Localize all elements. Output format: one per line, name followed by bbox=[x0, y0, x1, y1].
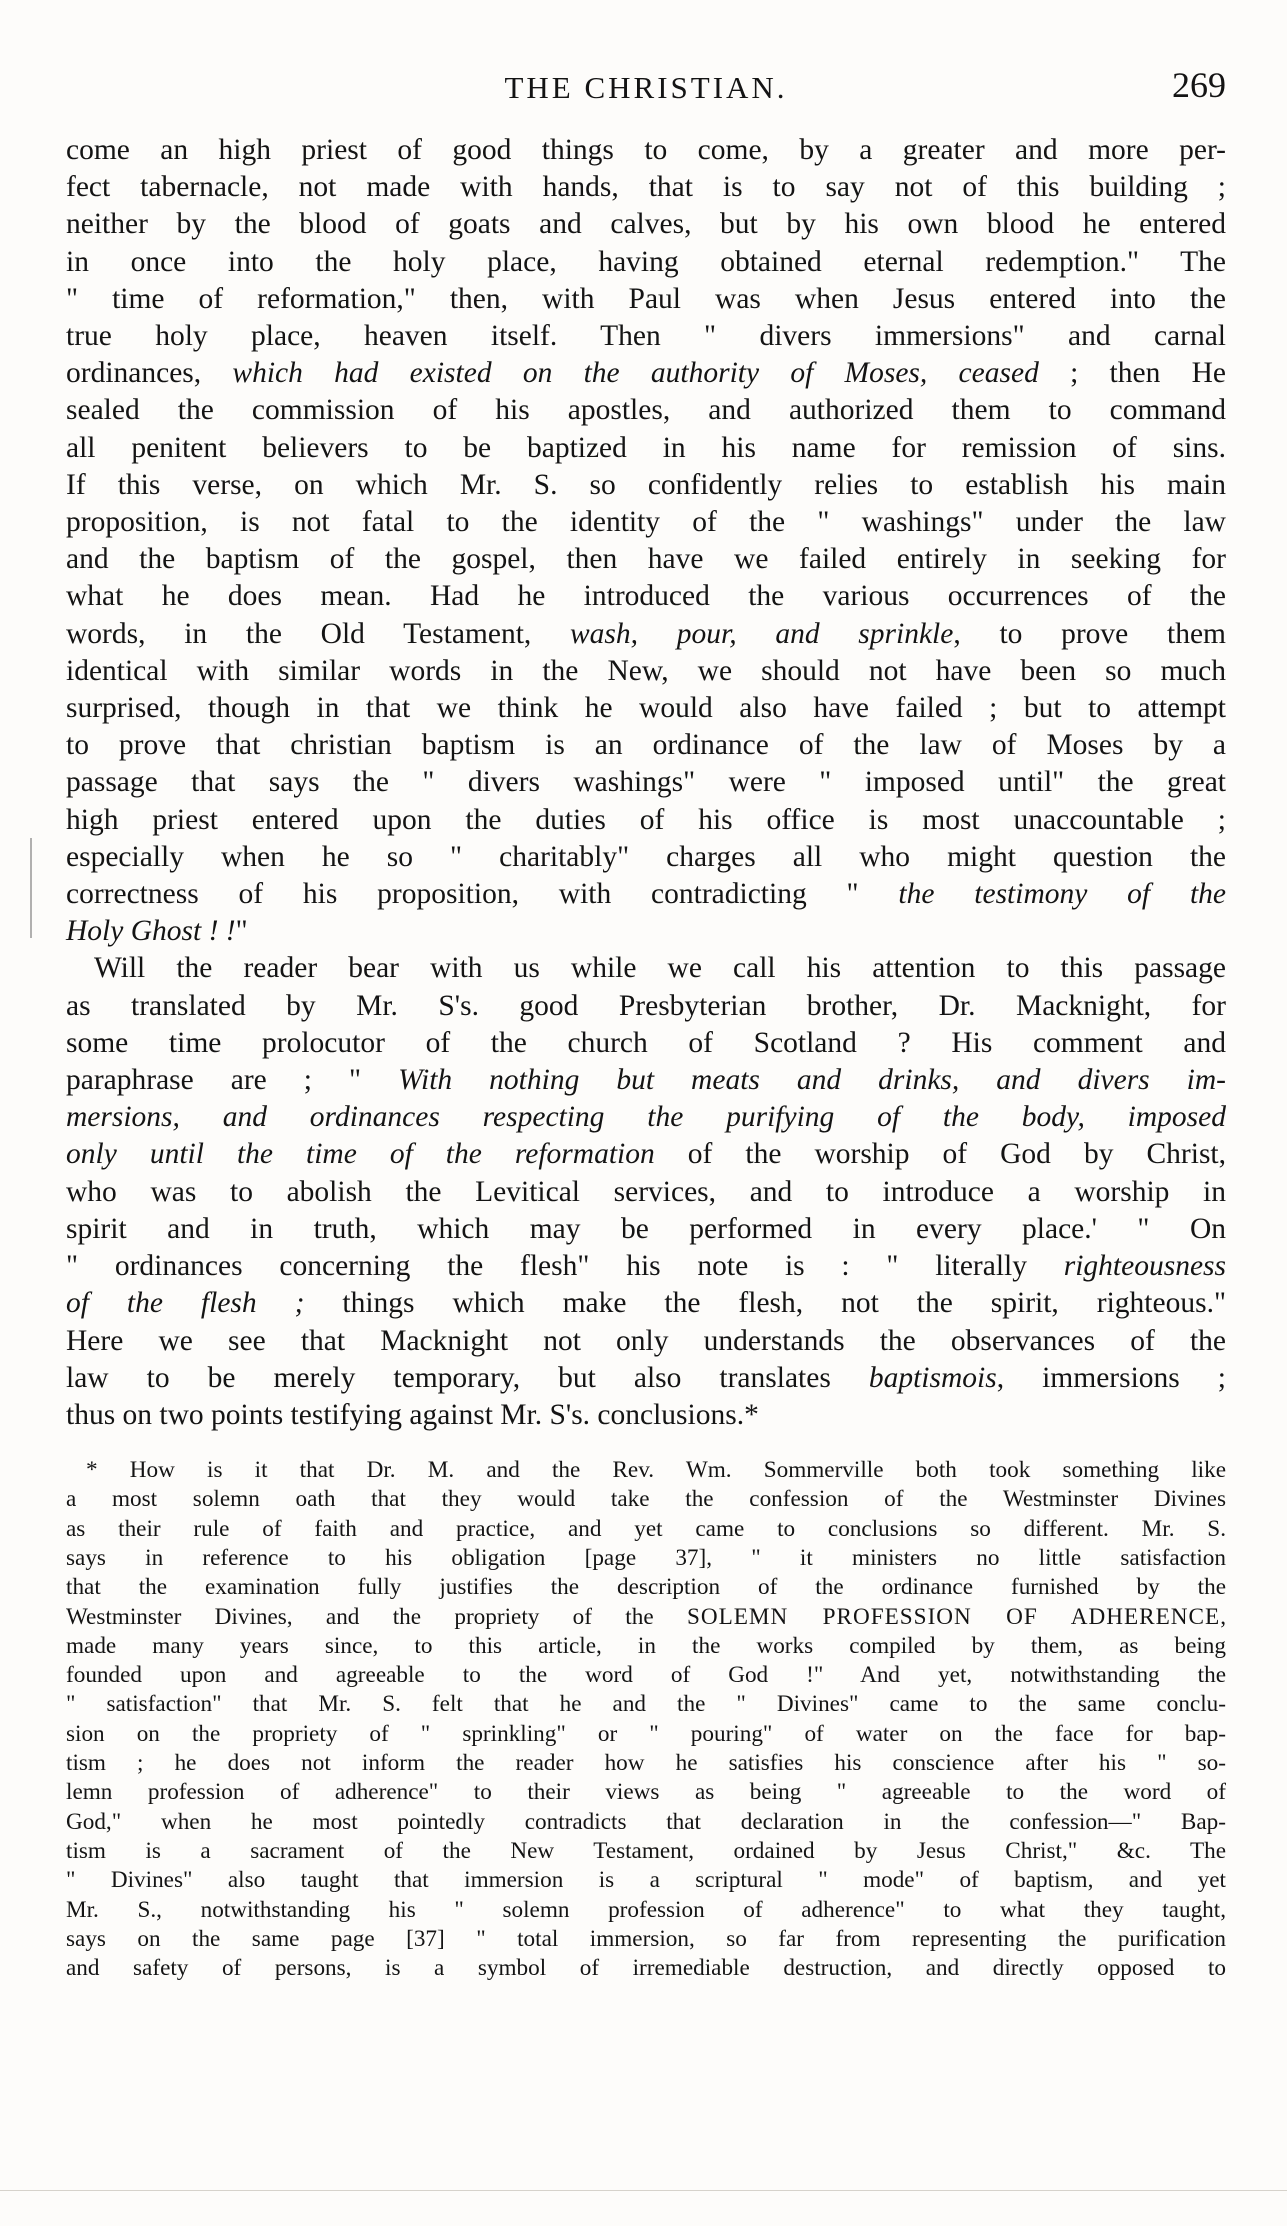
text-line: fect tabernacle, not made with hands, that is to say not of this building ; bbox=[66, 171, 1226, 204]
footnote-line: a most solemn oath that they would take the confession of the Westminster Divines bbox=[66, 1486, 1226, 1513]
text-line: of the flesh ; things which make the flesh, not the spirit, righteous." bbox=[66, 1287, 1226, 1320]
text-line: as translated by Mr. S's. good Presbyterian brother, Dr. Macknight, for bbox=[66, 989, 1226, 1022]
text-line: Will the reader bear with us while we call his attention to this passage bbox=[94, 952, 1226, 985]
text-line: only until the time of the reformation of the worship of God by Christ, bbox=[66, 1138, 1226, 1171]
footnote-line: God," when he most pointedly contradicts that declaration in the confession—" Bap- bbox=[66, 1808, 1226, 1835]
page-header bbox=[66, 60, 1226, 110]
text-line: " time of reformation," then, with Paul was when Jesus entered into the bbox=[66, 282, 1226, 315]
text-line: and the baptism of the gospel, then have we failed entirely in seeking for bbox=[66, 543, 1226, 576]
footnote-line: founded upon and agreeable to the word of God !" And yet, notwithstanding the bbox=[66, 1662, 1226, 1689]
text-line: ordinances, which had existed on the authority of Moses, ceased ; then He bbox=[66, 357, 1227, 390]
text-line: mersions, and ordinances respecting the purifying of the body, imposed bbox=[66, 1101, 1226, 1134]
bottom-rule bbox=[0, 2190, 1287, 2191]
footnote bbox=[66, 1456, 1226, 1983]
text-line: surprised, though in that we think he would also have failed ; but to attempt bbox=[66, 692, 1226, 725]
footnote-line: and safety of persons, is a symbol of irremediable destruction, and directly opposed to bbox=[66, 1955, 1226, 1982]
margin-mark bbox=[30, 838, 32, 938]
footnote-line: tism ; he does not inform the reader how he satisfies his conscience after his " so- bbox=[66, 1750, 1226, 1777]
text-line: high priest entered upon the duties of his office is most unaccountable ; bbox=[66, 803, 1226, 836]
footnote-line: says in reference to his obligation [page 37], " it ministers no little satisfaction bbox=[66, 1545, 1226, 1571]
text-line: passage that says the " divers washings" were " imposed until" the great bbox=[66, 766, 1226, 799]
text-line: especially when he so " charitably" charges all who might question the bbox=[66, 840, 1226, 873]
text-line: Holy Ghost ! !" bbox=[66, 915, 248, 948]
text-line: Here we see that Macknight not only understands the observances of the bbox=[66, 1324, 1226, 1357]
footnote-line: " Divines" also taught that immersion is a scriptural " mode" of baptism, and yet bbox=[66, 1867, 1226, 1894]
footnote-line: Mr. S., notwithstanding his " solemn profession of adherence" to what they taught, bbox=[66, 1896, 1226, 1923]
text-line: identical with similar words in the New, we should not have been so much bbox=[66, 654, 1226, 687]
footnote-line: says on the same page [37] " total immersion, so far from representing the purification bbox=[66, 1925, 1226, 1952]
footnote-line: as their rule of faith and practice, and yet came to conclusions so different. Mr. S. bbox=[66, 1515, 1226, 1542]
paragraph-2 bbox=[66, 950, 1226, 1434]
book-page bbox=[66, 60, 1226, 1983]
footnote-line: " satisfaction" that Mr. S. felt that he and the " Divines" came to the same conclu- bbox=[66, 1691, 1226, 1718]
text-line: come an high priest of good things to come, by a greater and more per- bbox=[66, 134, 1226, 166]
text-line: proposition, is not fatal to the identity of the " washings" under the law bbox=[66, 506, 1226, 539]
text-line: If this verse, on which Mr. S. so confidently relies to establish his main bbox=[66, 468, 1226, 501]
text-line: correctness of his proposition, with contradicting " the testimony of the bbox=[66, 878, 1226, 911]
footnote-line: * How is it that Dr. M. and the Rev. Wm. Sommerville both took something like bbox=[86, 1457, 1226, 1484]
text-line: who was to abolish the Levitical services, and to introduce a worship in bbox=[66, 1175, 1226, 1208]
text-line: all penitent believers to be baptized in his name for remission of sins. bbox=[66, 431, 1226, 464]
text-line: paraphrase are ; " With nothing but meats and drinks, and divers im- bbox=[66, 1064, 1226, 1097]
page-number: 269 bbox=[1172, 65, 1226, 105]
text-line: spirit and in truth, which may be performed in every place.' " On bbox=[66, 1212, 1226, 1245]
paragraph-1 bbox=[66, 132, 1226, 950]
text-line: true holy place, heaven itself. Then " divers immersions" and carnal bbox=[66, 320, 1226, 353]
footnote-line: made many years since, to this article, in the works compiled by them, as being bbox=[66, 1632, 1226, 1659]
footnote-line: lemn profession of adherence" to their views as being " agreeable to the word of bbox=[66, 1779, 1226, 1806]
text-line: words, in the Old Testament, wash, pour, and sprinkle, to prove them bbox=[66, 617, 1226, 650]
text-line: " ordinances concerning the flesh" his note is : " literally righteousness bbox=[66, 1250, 1226, 1283]
text-line: law to be merely temporary, but also translates baptismois, immersions ; bbox=[66, 1361, 1226, 1394]
footnote-line: that the examination fully justifies the description of the ordinance furnished by the bbox=[66, 1574, 1226, 1601]
text-line: some time prolocutor of the church of Scotland ? His comment and bbox=[66, 1026, 1226, 1059]
text-line: sealed the commission of his apostles, and authorized them to command bbox=[66, 394, 1226, 427]
footnote-line: Westminster Divines, and the propriety of the SOLEMN PROFESSION OF ADHERENCE, bbox=[66, 1603, 1226, 1630]
text-line: what he does mean. Had he introduced the various occurrences of the bbox=[66, 580, 1226, 613]
footnote-line: sion on the propriety of " sprinkling" or " pouring" of water on the face for bap- bbox=[66, 1720, 1226, 1747]
body-text bbox=[66, 132, 1226, 1434]
text-line: thus on two points testifying against Mr. S's. conclusions.* bbox=[66, 1398, 759, 1431]
text-line: to prove that christian baptism is an ordinance of the law of Moses by a bbox=[66, 729, 1226, 762]
running-title: THE CHRISTIAN. bbox=[504, 70, 788, 105]
text-line: in once into the holy place, having obtained eternal redemption." The bbox=[66, 245, 1226, 278]
text-line: neither by the blood of goats and calves, but by his own blood he entered bbox=[66, 208, 1226, 241]
footnote-line: tism is a sacrament of the New Testament, ordained by Jesus Christ," &c. The bbox=[66, 1837, 1226, 1864]
